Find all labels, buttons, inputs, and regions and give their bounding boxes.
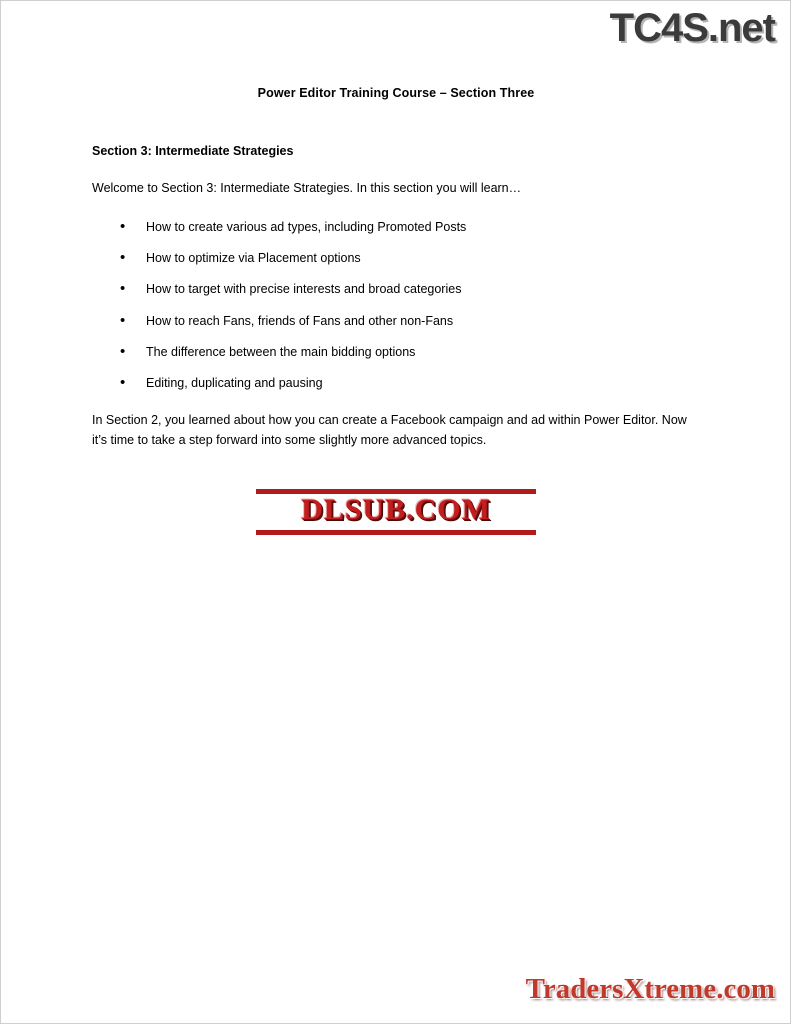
- watermark-top-right: TC4S.net: [609, 6, 775, 50]
- watermark-bottom-right: TradersXtreme.com: [525, 973, 775, 1005]
- learning-objectives-list: [92, 219, 700, 392]
- list-item: • How to optimize via Placement options: [92, 250, 700, 266]
- section-heading: Section 3: Intermediate Strategies: [92, 144, 294, 158]
- closing-paragraph: In Section 2, you learned about how you can create a Facebook campaign and ad within Power Editor. Now it’s time to take a step forward into some slightly more advanced topics.: [92, 413, 687, 447]
- list-item: • How to create various ad types, including Promoted Posts: [92, 219, 700, 235]
- page-title: Power Editor Training Course – Section Three: [257, 86, 535, 100]
- watermark-center: [256, 489, 536, 535]
- list-item: • How to target with precise interests and broad categories: [92, 281, 700, 297]
- document-body: [92, 86, 700, 450]
- list-item: • The difference between the main bidding options: [92, 344, 700, 360]
- intro-paragraph: Welcome to Section 3: Intermediate Strategies. In this section you will learn…: [92, 181, 522, 195]
- watermark-center-text: DLSUB.COM: [301, 493, 491, 526]
- list-item: • Editing, duplicating and pausing: [92, 375, 700, 391]
- list-item: • How to reach Fans, friends of Fans and other non-Fans: [92, 313, 700, 329]
